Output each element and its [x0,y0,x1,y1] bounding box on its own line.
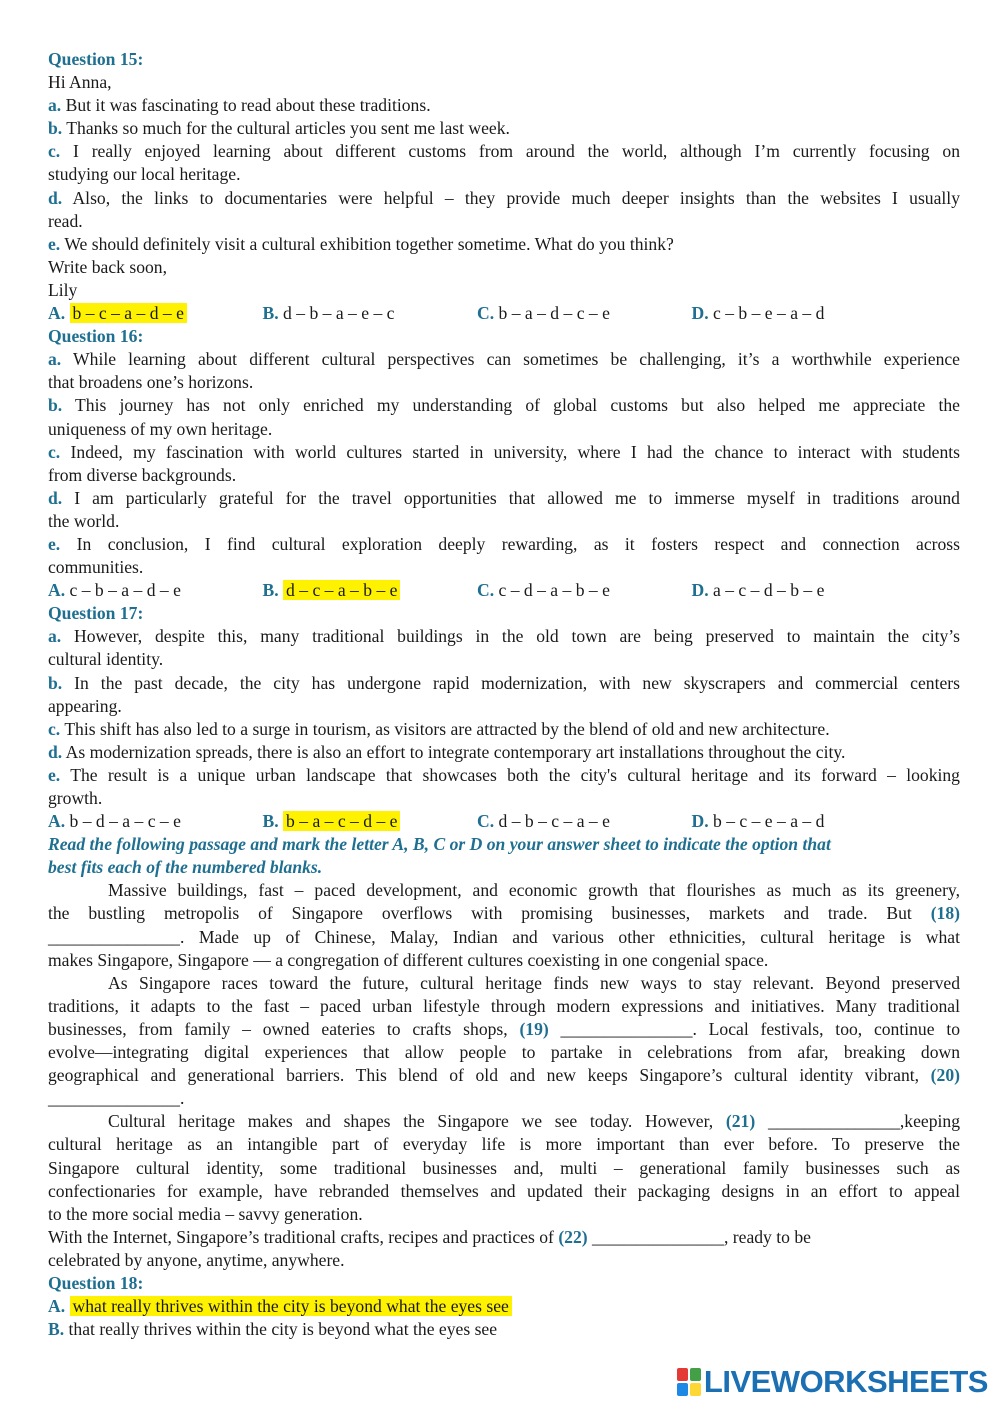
q16-options [48,579,960,602]
q15-option-a[interactable] [48,302,263,325]
passage-p4-line-1 [48,1226,960,1249]
q17-options [48,810,960,833]
item-label: d. [48,487,63,508]
option-text: b – c – a – d – e [70,303,187,323]
q16-item-a-cont: that broadens one’s horizons. [48,372,254,393]
q16-item-b [48,394,960,417]
option-label: B. [48,1319,65,1340]
q15-greeting: Hi Anna, [48,72,112,93]
q16-item-b-cont: uniqueness of my own heritage. [48,418,273,439]
item-label: a. [48,626,62,647]
option-label: A. [48,580,66,601]
q17-item-c [48,718,960,741]
option-label: D. [691,811,709,832]
passage-p1-line-3 [48,926,960,949]
item-label: c. [48,718,61,739]
question-15-title: Question 15: [48,49,144,69]
blank-18[interactable]: _______________ [48,926,180,947]
passage-p3-line-5: to the more social media – savvy generation. [48,1203,363,1224]
item-text: In the past decade, the city has undergone rapid modernization, with new skyscrapers and commercial centers [74,672,960,693]
item-label: a. [48,349,62,370]
q15-option-d[interactable] [692,302,907,325]
passage-p3-line-3: Singapore cultural identity, some traditional businesses and, multi – generational family businesses such as [48,1157,960,1178]
item-label: a. [48,95,62,116]
passage-p2-line-6: _______________. [48,1088,185,1109]
option-text: d – b – c – a – e [498,811,610,832]
q16-option-a[interactable] [48,579,263,602]
passage-text: geographical and generational barriers. This blend of old and new keeps Singapore’s cultural identity vibrant, [48,1065,920,1086]
option-label: B. [262,303,279,324]
option-text: c – b – e – a – d [713,303,825,324]
item-label: b. [48,672,63,693]
item-label: e. [48,764,61,785]
q18-option-b[interactable] [48,1318,960,1341]
q17-option-a[interactable] [48,810,263,833]
q15-item-c-cont: studying our local heritage. [48,164,241,185]
item-text: However, despite this, many traditional buildings in the old town are being preserved to maintain the city’s [74,626,960,647]
option-text: b – c – e – a – d [713,811,825,832]
option-text: c – d – a – b – e [498,580,610,601]
q15-option-c[interactable] [477,302,692,325]
item-text: This shift has also led to a surge in tourism, as visitors are attracted by the blend of old and new architecture. [64,718,830,739]
q16-option-d[interactable] [692,579,907,602]
passage-text: , ready to be [723,1226,811,1247]
option-text: b – d – a – c – e [69,811,181,832]
q18-option-a[interactable] [48,1295,960,1318]
option-label: D. [691,580,709,601]
passage-p3-line-4: confectionaries for example, have rebranded themselves and updated their packaging designs in an effort to appeal [48,1180,960,1201]
option-text: b – a – c – d – e [283,811,400,831]
q15-item-a [48,94,960,117]
blank-19[interactable]: _______________ [560,1018,693,1039]
q15-item-e [48,233,960,256]
item-text: Indeed, my fascination with world cultures started in university, where I had the chance to interact with students [70,441,961,462]
option-label: A. [48,1296,66,1317]
option-label: A. [48,811,66,832]
item-label: c. [48,441,61,462]
q17-item-e-cont: growth. [48,788,103,808]
option-text: what really thrives within the city is beyond what the eyes see [70,1296,512,1316]
passage-p1-line-4: makes Singapore, Singapore — a congregation of different cultures coexisting in one congenial space. [48,949,769,970]
item-text: As modernization spreads, there is also an effort to integrate contemporary art installations throughout the city. [65,741,846,762]
q16-item-e-cont: communities. [48,557,144,578]
option-label: C. [477,580,495,601]
question-18-title: Question 18: [48,1272,144,1293]
q15-item-d-cont: read. [48,210,83,231]
blank-21[interactable]: _______________ [767,1111,900,1132]
blank-number-20: (20) [930,1065,960,1086]
item-text: While learning about different cultural perspectives can sometimes be challenging, it’s a worthwhile experience [73,349,960,370]
option-label: C. [477,811,495,832]
item-text: Thanks so much for the cultural articles you sent me last week. [66,118,510,139]
q15-item-d [48,187,960,210]
passage-text: ,keeping [899,1111,960,1132]
q17-item-a-cont: cultural identity. [48,649,164,670]
item-text: The result is a unique urban landscape that showcases both the city's cultural heritage and its forward – looking [70,764,960,785]
q16-item-d [48,487,960,510]
question-16-title: Question 16: [48,326,144,347]
item-label: b. [48,118,63,139]
blank-22[interactable]: _______________ [592,1226,724,1247]
passage-p2-line-4: evolve—integrating digital experiences that allow people to partake in celebrations from afar, breaking down [48,1042,960,1063]
q15-closing: Write back soon, [48,256,167,277]
worksheet-content [48,48,960,1341]
question-17-title: Question 17: [48,603,144,624]
item-label: e. [48,233,61,254]
option-text: d – c – a – b – e [283,580,400,600]
logo-text: LIVEWORKSHEETS [703,1364,988,1399]
q17-item-b-cont: appearing. [48,695,122,716]
item-text: I really enjoyed learning about different customs from around the world, although I’m currently focusing on [73,141,960,162]
q17-option-c[interactable] [477,810,692,833]
q17-item-a [48,625,960,648]
blank-number-21: (21) [725,1111,756,1132]
passage-p3-line-2: cultural heritage as an intangible part of everyday life is more important than ever before. To preserve the [48,1134,960,1155]
option-label: B. [262,811,279,832]
item-text: We should definitely visit a cultural exhibition together sometime. What do you think? [64,233,674,254]
option-text: d – b – a – e – c [283,303,395,324]
option-label: A. [48,303,66,324]
item-text: But it was fascinating to read about these traditions. [65,95,431,116]
q15-option-b[interactable] [263,302,478,325]
option-text: a – c – d – b – e [713,580,825,601]
passage-p1-line-1: Massive buildings, fast – paced development, and economic growth that flourishes as much as its greenery, [108,880,960,901]
q15-item-c [48,140,960,163]
item-label: d. [48,187,63,208]
blank-number-22: (22) [558,1226,588,1247]
blank-20[interactable]: _______________ [48,1088,180,1109]
instruction-line-1: Read the following passage and mark the letter A, B, C or D on your answer sheet to indicate the option that [48,834,831,855]
passage-p2-line-1: As Singapore races toward the future, cultural heritage finds new ways to stay relevant. Beyond preserved [108,972,960,993]
passage-p1-line-2 [48,902,960,925]
passage-text: businesses, from family – owned eateries to crafts shops, [48,1018,508,1039]
q17-option-b[interactable] [263,810,478,833]
q16-item-c-cont: from diverse backgrounds. [48,464,237,485]
passage-text: . Local festivals, too, continue to [692,1018,960,1039]
item-label: e. [48,533,61,554]
item-text: In conclusion, I find cultural exploration deeply rewarding, as it fosters respect and connection across [76,533,961,554]
item-text: This journey has not only enriched my understanding of global customs but also helped me appreciate the [75,395,960,416]
liveworksheets-logo-icon [677,1368,701,1396]
passage-p2-line-5 [48,1064,960,1087]
instruction-line-2: best fits each of the numbered blanks. [48,857,323,878]
q17-item-e [48,764,960,787]
blank-number-19: (19) [519,1018,549,1039]
q17-item-b [48,672,960,695]
q16-item-a [48,348,960,371]
option-label: C. [477,303,495,324]
passage-text: Cultural heritage makes and shapes the Singapore we see today. However, [108,1111,714,1132]
q17-item-d [48,741,960,764]
q17-option-d[interactable] [692,810,907,833]
item-label: c. [48,141,61,162]
item-text: Also, the links to documentaries were helpful – they provide much deeper insights than the websites I usually [72,187,960,208]
q15-item-b [48,117,960,140]
option-text: b – a – d – c – e [498,303,610,324]
option-text: that really thrives within the city is beyond what the eyes see [68,1319,498,1340]
blank-number-18: (18) [930,903,960,924]
option-text: c – b – a – d – e [69,580,181,601]
q16-item-d-cont: the world. [48,510,120,531]
q16-item-c [48,441,960,464]
option-label: B. [262,580,279,601]
item-label: b. [48,395,63,416]
q15-options [48,302,960,325]
passage-text: . Made up of Chinese, Malay, Indian and various other ethnicities, cultural heritage is what [179,926,960,947]
q15-signature: Lily [48,279,78,300]
passage-p2-line-2: traditions, it adapts to the fast – paced urban lifestyle through modern expressions and initiatives. Many traditional [48,995,960,1016]
passage-p2-line-3 [48,1018,960,1041]
passage-p3-line-1 [48,1110,960,1133]
liveworksheets-logo[interactable] [677,1362,988,1402]
q16-item-e [48,533,960,556]
item-label: d. [48,741,63,762]
q16-option-b[interactable] [263,579,478,602]
item-text: I am particularly grateful for the travel opportunities that allowed me to immerse myself in traditions around [74,487,960,508]
option-label: D. [691,303,709,324]
q16-option-c[interactable] [477,579,692,602]
passage-text: the bustling metropolis of Singapore overflows with promising businesses, markets and trade. But [48,903,912,924]
passage-text: With the Internet, Singapore’s traditional crafts, recipes and practices of [48,1226,554,1247]
passage-p4-line-2: celebrated by anyone, anytime, anywhere. [48,1249,345,1270]
